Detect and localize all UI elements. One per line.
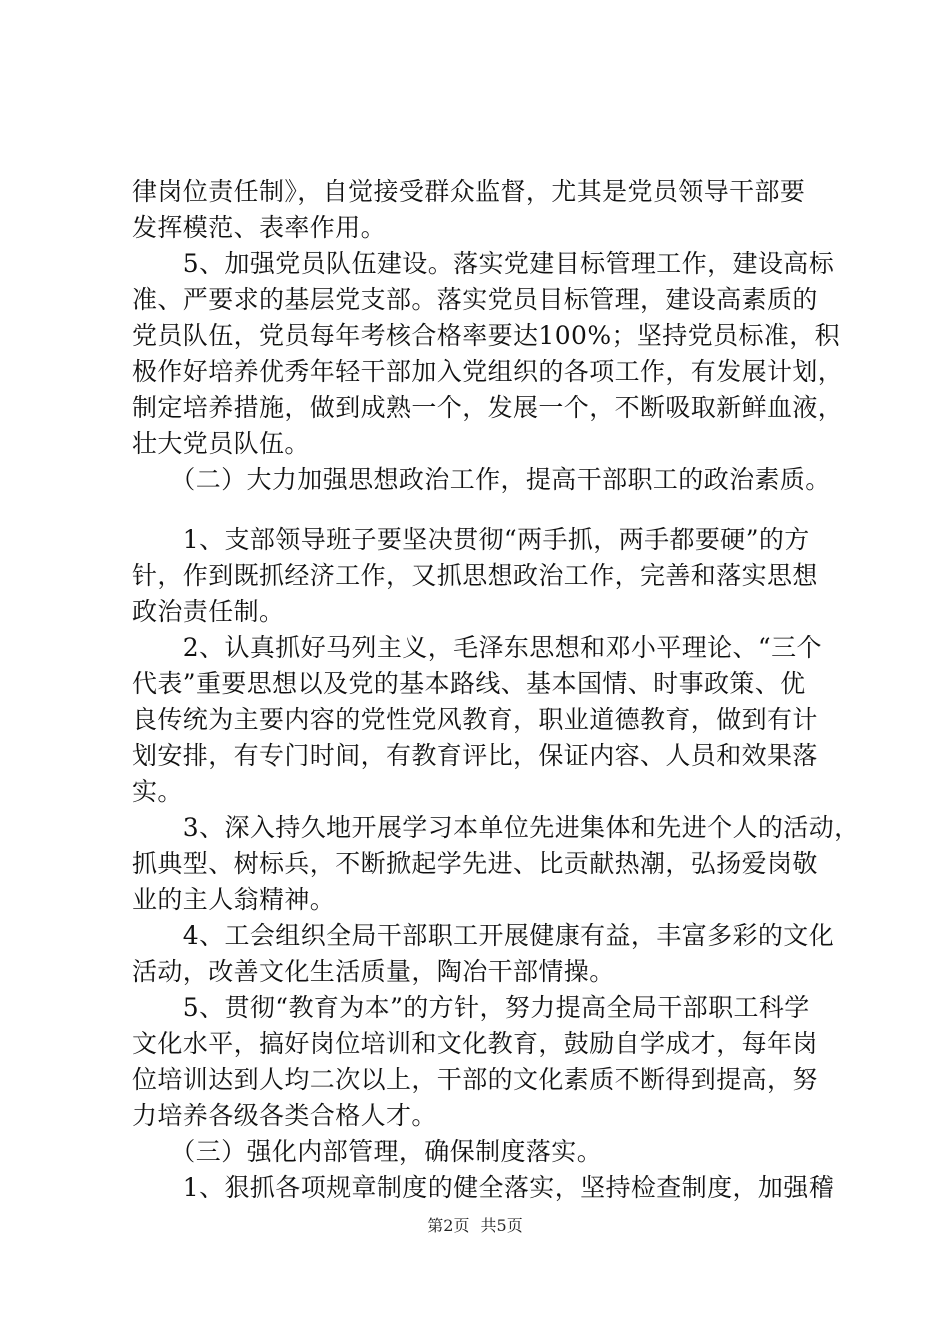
text-line: 1、狠抓各项规章制度的健全落实，坚持检查制度，加强稽 [132, 1173, 835, 1202]
text-line: 良传统为主要内容的党性党风教育，职业道德教育，做到有计 [132, 705, 818, 734]
text-line: 极作好培养优秀年轻干部加入党组织的各项工作，有发展计划， [132, 357, 844, 386]
text-line: 抓典型、树标兵，不断掀起学先进、比贡献热潮，弘扬爱岗敬 [132, 849, 818, 878]
text-line: 位培训达到人均二次以上，干部的文化素质不断得到提高，努 [132, 1065, 818, 1094]
text-line: 政治责任制。 [132, 597, 285, 626]
page-number: 第2页 [427, 1216, 470, 1235]
text-line: 制定培养措施，做到成熟一个，发展一个，不断吸取新鲜血液， [132, 393, 844, 422]
text-line: 4、工会组织全局干部职工开展健康有益，丰富多彩的文化 [132, 921, 835, 950]
section-heading: （三）强化内部管理，确保制度落实。 [132, 1137, 603, 1166]
text-line: 划安排，有专门时间，有教育评比，保证内容、人员和效果落 [132, 741, 818, 770]
text-line: 代表”重要思想以及党的基本路线、基本国情、时事政策、优 [132, 669, 806, 698]
text-line: 力培养各级各类合格人才。 [132, 1101, 437, 1130]
text-line: 壮大党员队伍。 [132, 429, 310, 458]
text-line: 2、认真抓好马列主义，毛泽东思想和邓小平理论、“三个 [132, 633, 822, 662]
text-line: 5、加强党员队伍建设。落实党建目标管理工作，建设高标 [132, 249, 835, 278]
text-line: 党员队伍，党员每年考核合格率要达100%；坚持党员标准，积 [132, 321, 841, 350]
text-line: 准、严要求的基层党支部。落实党员目标管理，建设高素质的 [132, 285, 818, 314]
text-line: 文化水平，搞好岗位培训和文化教育，鼓励自学成才，每年岗 [132, 1029, 818, 1058]
section-heading: （二）大力加强思想政治工作，提高干部职工的政治素质。 [132, 465, 831, 494]
text-line: 针，作到既抓经济工作，又抓思想政治工作，完善和落实思想 [132, 561, 818, 590]
text-line: 业的主人翁精神。 [132, 885, 336, 914]
text-line: 实。 [132, 777, 183, 806]
text-line: 律岗位责任制》，自觉接受群众监督，尤其是党员领导干部要 [132, 177, 806, 206]
text-line: 发挥模范、表率作用。 [132, 213, 387, 242]
text-line: 1、支部领导班子要坚决贯彻“两手抓，两手都要硬”的方 [132, 525, 810, 554]
page-total: 共5页 [480, 1216, 523, 1235]
page-footer [0, 1216, 950, 1236]
text-line: 5、贯彻“教育为本”的方针，努力提高全局干部职工科学 [132, 993, 810, 1022]
text-line: 3、深入持久地开展学习本单位先进集体和先进个人的活动， [132, 813, 860, 842]
text-line: 活动，改善文化生活质量，陶冶干部情操。 [132, 957, 615, 986]
